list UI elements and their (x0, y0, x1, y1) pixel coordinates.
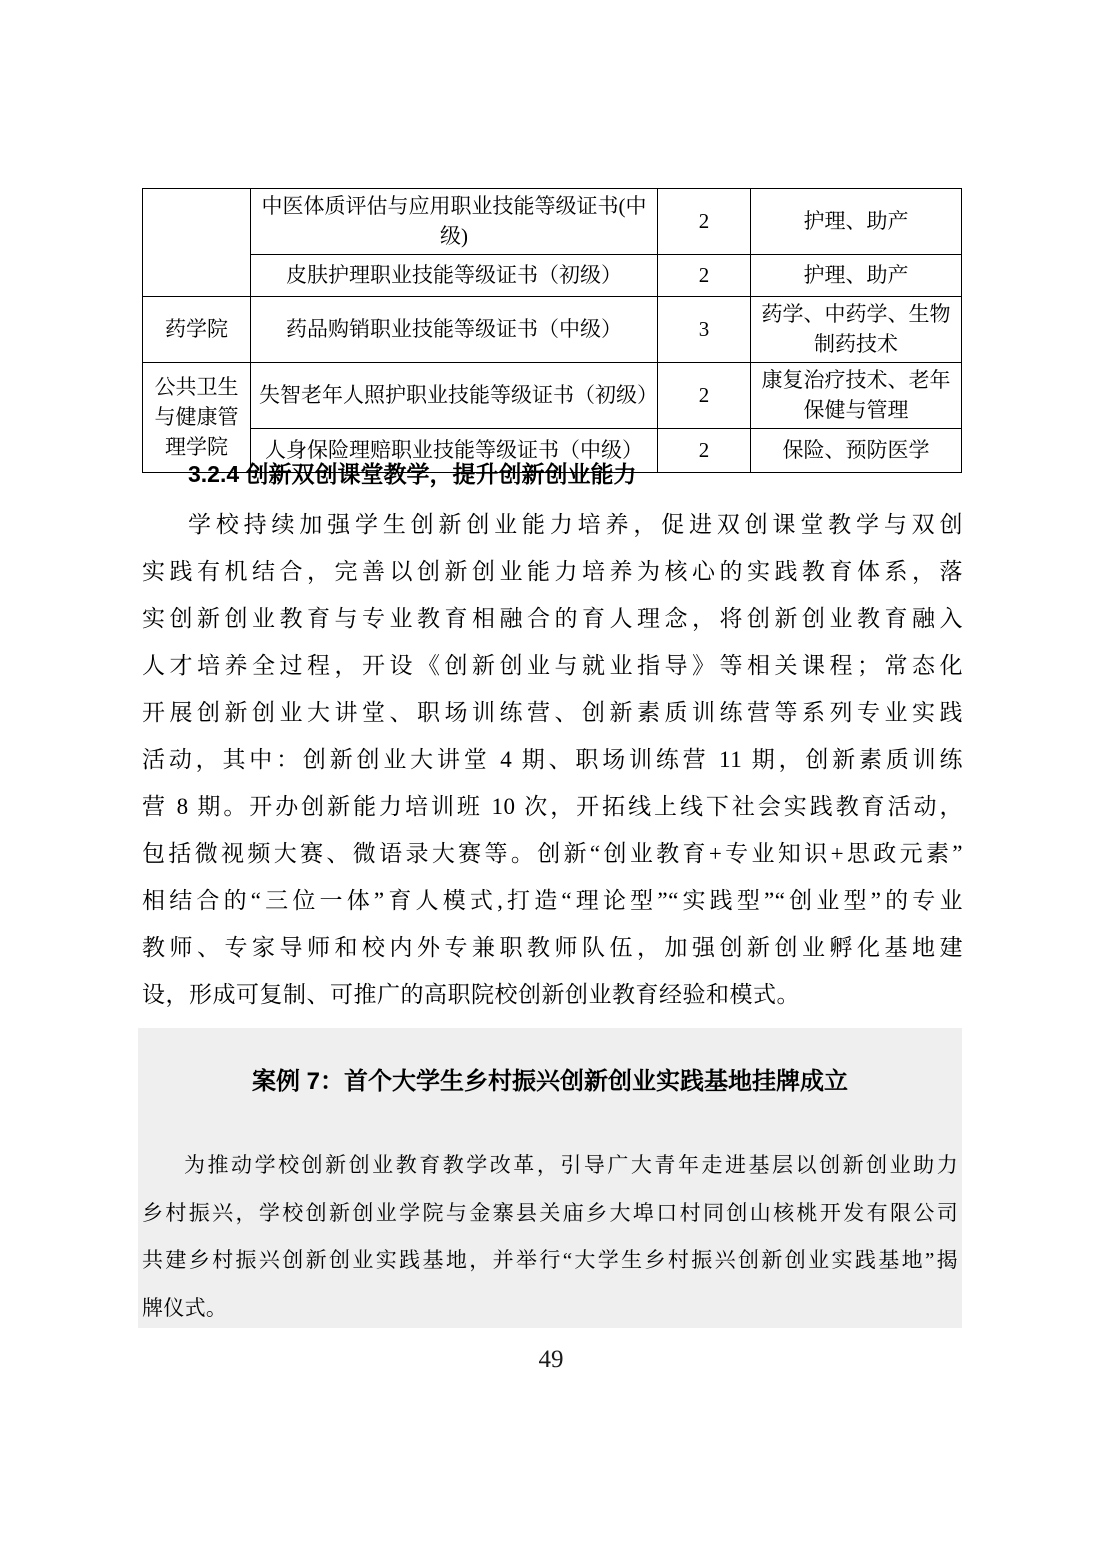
table-cell-college: 药学院 (143, 296, 251, 362)
table-row (143, 296, 962, 362)
case-paragraph (142, 1142, 958, 1332)
case-title: 案例 7：首个大学生乡村振兴创新创业实践基地挂牌成立 (251, 1068, 848, 1095)
paragraph-line: 开展创新创业大讲堂、职场训练营、创新素质训练营等系列专业实践 (142, 700, 963, 725)
paragraph-line: 活动，其中：创新创业大讲堂 4 期、职场训练营 11 期，创新素质训练 (142, 747, 963, 772)
table-cell-certificate: 人身保险理赔职业技能等级证书（中级） (251, 428, 658, 472)
section-heading: 3.2.4 创新双创课堂教学，提升创新创业能力 (188, 461, 637, 487)
paragraph-line: 设，形成可复制、可推广的高职院校创新创业教育经验和模式。 (142, 982, 800, 1007)
paragraph-line: 营 8 期。开办创新能力培训班 10 次，开拓线上线下社会实践教育活动， (142, 794, 963, 819)
table-cell-certificate: 中医体质评估与应用职业技能等级证书(中级) (251, 189, 658, 255)
case-line: 共建乡村振兴创新创业实践基地，并举行“大学生乡村振兴创新创业实践基地”揭 (142, 1248, 958, 1272)
body-paragraph (142, 501, 963, 1018)
table-cell-count: 2 (658, 254, 751, 296)
page-number: 49 (538, 1346, 564, 1373)
case-box (138, 1028, 962, 1328)
table-cell-majors: 药学、中药学、生物制药技术 (751, 296, 962, 362)
case-line: 为推动学校创新创业教育教学改革，引导广大青年走进基层以创新创业助力 (184, 1153, 958, 1177)
paragraph-line: 学校持续加强学生创新创业能力培养，促进双创课堂教学与双创 (188, 512, 963, 537)
table-cell-certificate: 失智老年人照护职业技能等级证书（初级） (251, 362, 658, 428)
case-line: 牌仪式。 (142, 1295, 228, 1320)
table-row (143, 254, 962, 296)
paragraph-line: 人才培养全过程，开设《创新创业与就业指导》等相关课程；常态化 (142, 653, 963, 678)
table-cell-certificate: 皮肤护理职业技能等级证书（初级） (251, 254, 658, 296)
table-cell-majors: 康复治疗技术、老年保健与管理 (751, 362, 962, 428)
paragraph-line: 实创新创业教育与专业教育相融合的育人理念，将创新创业教育融入 (142, 606, 963, 631)
certificate-table (142, 188, 962, 473)
table-row (143, 362, 962, 428)
table-cell-college (143, 189, 251, 297)
table-cell-college: 公共卫生与健康管理学院 (143, 362, 251, 472)
paragraph-line: 实践有机结合，完善以创新创业能力培养为核心的实践教育体系，落 (142, 559, 963, 584)
table-cell-count: 3 (658, 296, 751, 362)
paragraph-line: 包括微视频大赛、微语录大赛等。创新“创业教育+专业知识+思政元素” (142, 841, 963, 866)
paragraph-line: 教师、专家导师和校内外专兼职教师队伍，加强创新创业孵化基地建 (142, 935, 963, 960)
table-cell-certificate: 药品购销职业技能等级证书（中级） (251, 296, 658, 362)
case-line: 乡村振兴，学校创新创业学院与金寨县关庙乡大埠口村同创山核桃开发有限公司 (142, 1200, 958, 1225)
table-cell-count: 2 (658, 428, 751, 472)
table-cell-count: 2 (658, 362, 751, 428)
table-cell-majors: 保险、预防医学 (751, 428, 962, 472)
table-cell-count: 2 (658, 189, 751, 255)
table-cell-majors: 护理、助产 (751, 254, 962, 296)
table-cell-majors: 护理、助产 (751, 189, 962, 255)
paragraph-line: 相结合的“三位一体”育人模式,打造“理论型”“实践型”“创业型”的专业 (142, 888, 963, 913)
table-row (143, 189, 962, 255)
